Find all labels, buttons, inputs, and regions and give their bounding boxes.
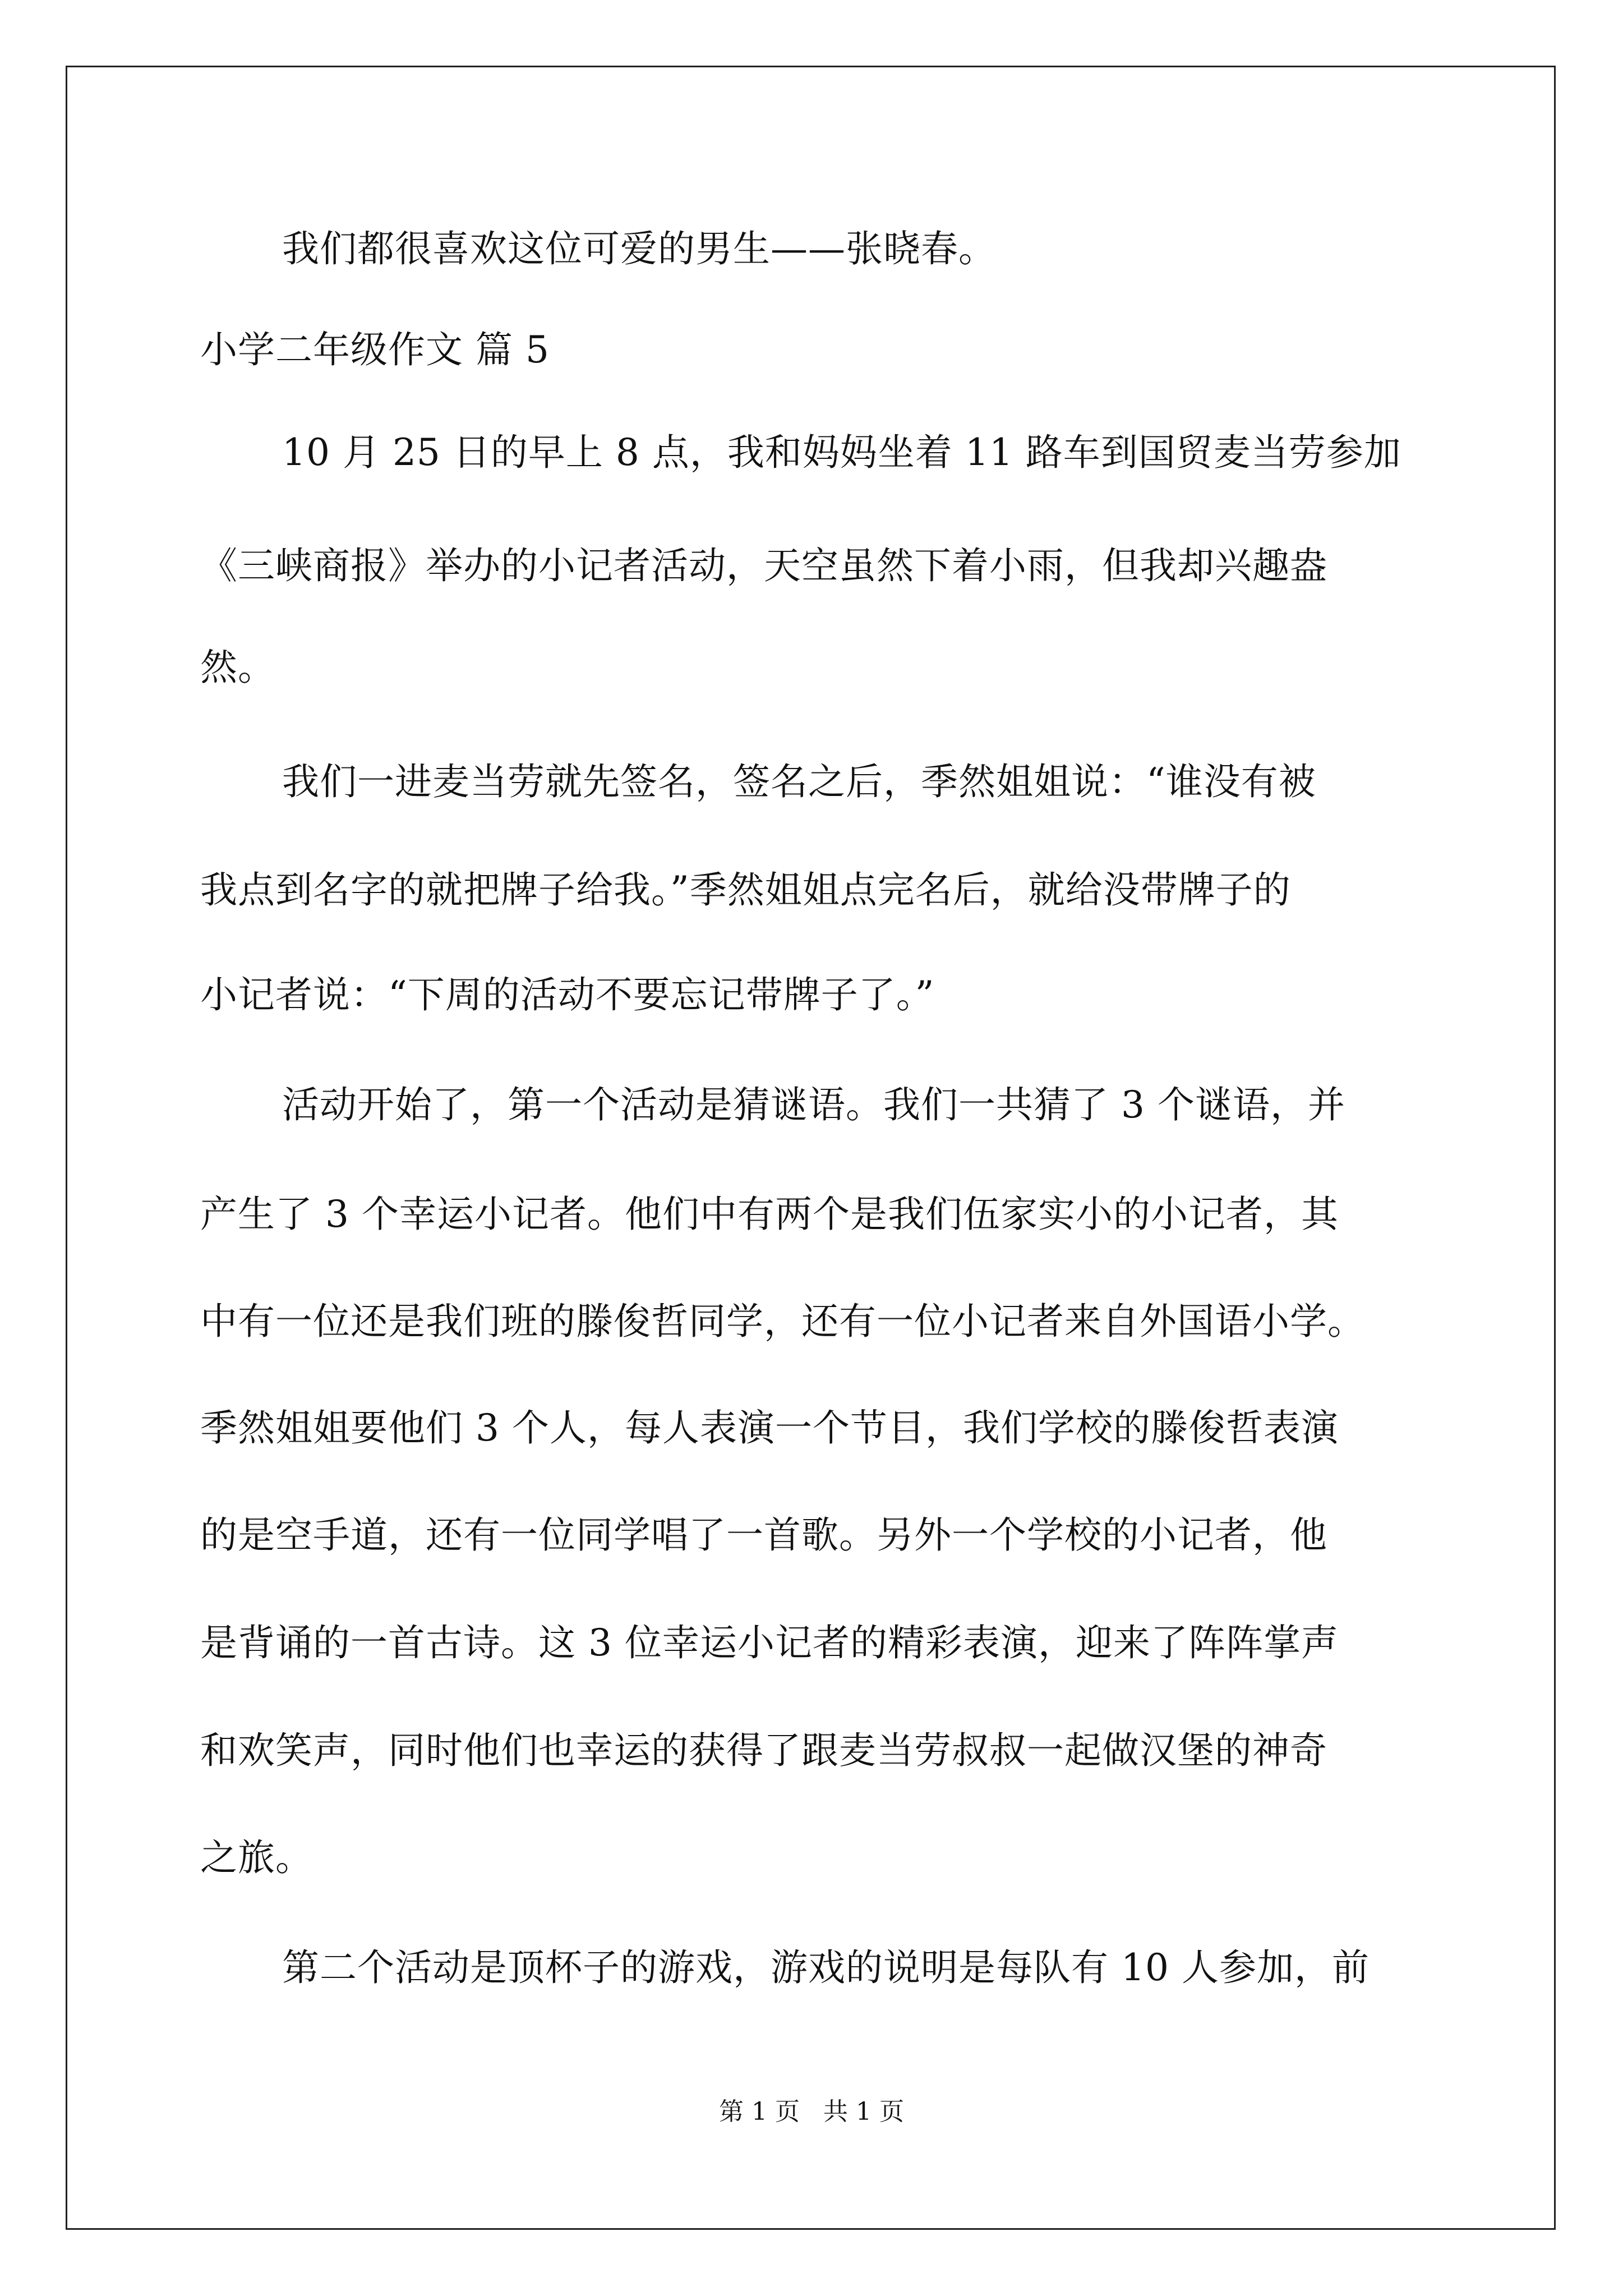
paragraph-line: 和欢笑声，同时他们也幸运的获得了跟麦当劳叔叔一起做汉堡的神奇 [200, 1729, 1327, 1772]
paragraph-line: 我们一进麦当劳就先签名，签名之后，季然姐姐说：“谁没有被 [282, 760, 1316, 803]
paragraph-line: 我点到名字的就把牌子给我。”季然姐姐点完名后，就给没带牌子的 [200, 868, 1291, 912]
paragraph-line: 10 月 25 日的早上 8 点，我和妈妈坐着 11 路车到国贸麦当劳参加 [282, 431, 1401, 474]
paragraph-line: 季然姐姐要他们 3 个人，每人表演一个节目，我们学校的滕俊哲表演 [200, 1406, 1339, 1450]
paragraph-line: 我们都很喜欢这位可爱的男生——张晓春。 [282, 227, 996, 270]
section-heading: 小学二年级作文 篇 5 [200, 328, 550, 371]
paragraph-line: 的是空手道，还有一位同学唱了一首歌。另外一个学校的小记者，他 [200, 1513, 1327, 1557]
paragraph-line: 《三峡商报》举办的小记者活动，天空虽然下着小雨，但我却兴趣盎 [200, 544, 1327, 587]
paragraph-line: 第二个活动是顶杯子的游戏，游戏的说明是每队有 10 人参加，前 [282, 1946, 1370, 1989]
paragraph-line: 是背诵的一首古诗。这 3 位幸运小记者的精彩表演，迎来了阵阵掌声 [200, 1621, 1339, 1664]
paragraph-line: 活动开始了，第一个活动是猜谜语。我们一共猜了 3 个谜语，并 [282, 1083, 1345, 1126]
paragraph-line: 然。 [200, 646, 275, 689]
paragraph-line: 产生了 3 个幸运小记者。他们中有两个是我们伍家实小的小记者，其 [200, 1193, 1339, 1236]
page-footer: 第 1 页 共 1 页 [719, 2097, 904, 2126]
paragraph-line: 小记者说：“下周的活动不要忘记带牌子了。” [200, 973, 935, 1016]
page-border [66, 66, 1556, 2230]
paragraph-line: 中有一位还是我们班的滕俊哲同学，还有一位小记者来自外国语小学。 [200, 1300, 1365, 1343]
paragraph-line: 之旅。 [200, 1836, 313, 1879]
